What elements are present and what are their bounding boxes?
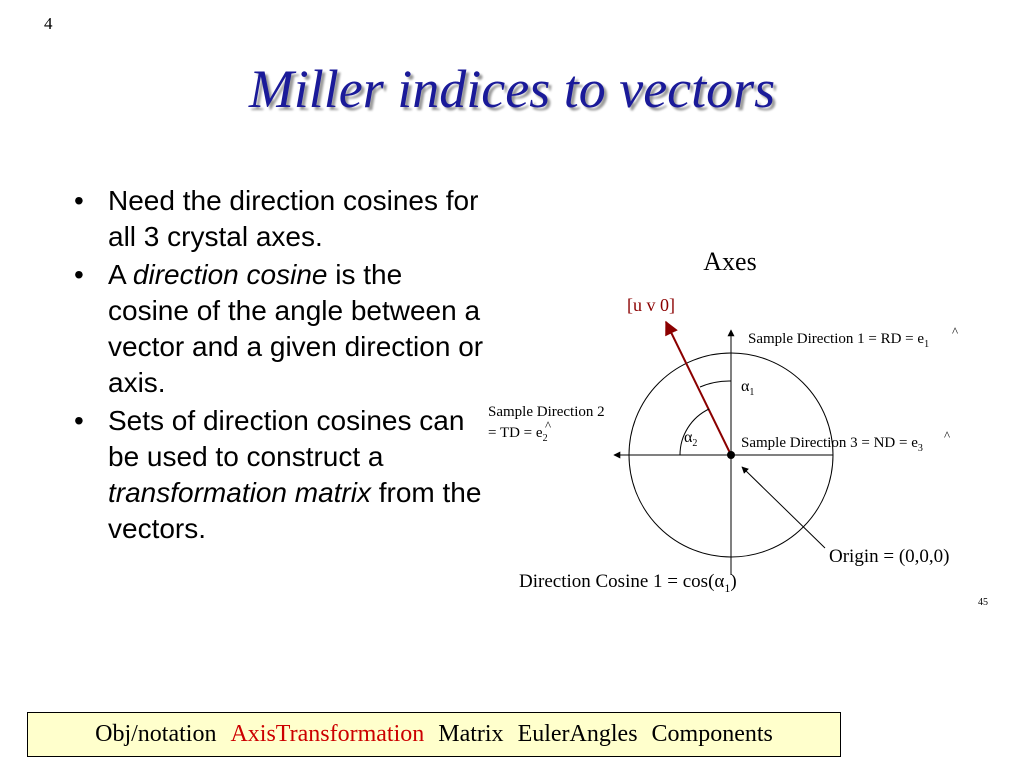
bullet-emphasis: direction cosine: [132, 259, 328, 290]
hat-mark: ^: [545, 418, 552, 433]
nav-link-obj-notation[interactable]: Obj/notation: [95, 721, 217, 747]
slide-title: Miller indices to vectors: [248, 59, 776, 119]
origin-dot: [727, 451, 735, 459]
bullet-list: [70, 183, 490, 549]
sample-direction-2-label-line2: = TD = $e_2$: [488, 425, 548, 444]
slide-number: 4: [44, 14, 53, 33]
nav-link-components[interactable]: Components: [651, 721, 773, 747]
bullet-text: Sets of direction cosines can be used to construct a: [108, 405, 465, 472]
bullet-text: is the cosine of the angle between a vector and a given direction or axis.: [108, 259, 484, 398]
vector-uv0: [666, 322, 731, 455]
bullet-item: [70, 403, 490, 547]
bullet-text: from the vectors.: [108, 477, 482, 544]
nav-bar: [27, 712, 841, 757]
sample-direction-1-label: Sample Direction 1 = RD = $e_1$: [748, 331, 930, 350]
bullet-item: [70, 257, 490, 401]
origin-label: Origin = (0,0,0): [829, 546, 950, 567]
axes-diagram: [470, 240, 1010, 620]
nav-link-matrix[interactable]: Matrix: [438, 721, 504, 747]
bullet-emphasis: transformation matrix: [108, 477, 371, 508]
vector-label: [u v 0]: [627, 295, 675, 315]
hat-mark: ^: [952, 324, 959, 339]
direction-cosine-label: Direction Cosine $1 = \cos(\alpha_1)$: [519, 571, 737, 595]
axes-heading: Axes: [703, 247, 757, 276]
alpha1-label: $\alpha_1$: [741, 378, 755, 398]
hat-mark: ^: [944, 428, 951, 443]
sample-direction-3-label: Sample Direction 3 = ND = $e_3$: [741, 435, 923, 454]
sample-direction-2-label-line1: Sample Direction 2: [488, 404, 605, 420]
bullet-item: [70, 183, 490, 255]
alpha1-arc: [700, 381, 731, 387]
alpha2-label: $\alpha_2$: [684, 429, 698, 449]
nav-link-axis-transformation[interactable]: AxisTransformation: [230, 721, 425, 747]
bullet-text: Need the direction cosines for all 3 crystal axes.: [108, 185, 479, 252]
origin-pointer: [742, 467, 825, 548]
nav-link-euler-angles[interactable]: EulerAngles: [517, 721, 638, 747]
bullet-text: A: [108, 259, 133, 290]
page-reference: 45: [978, 597, 988, 608]
